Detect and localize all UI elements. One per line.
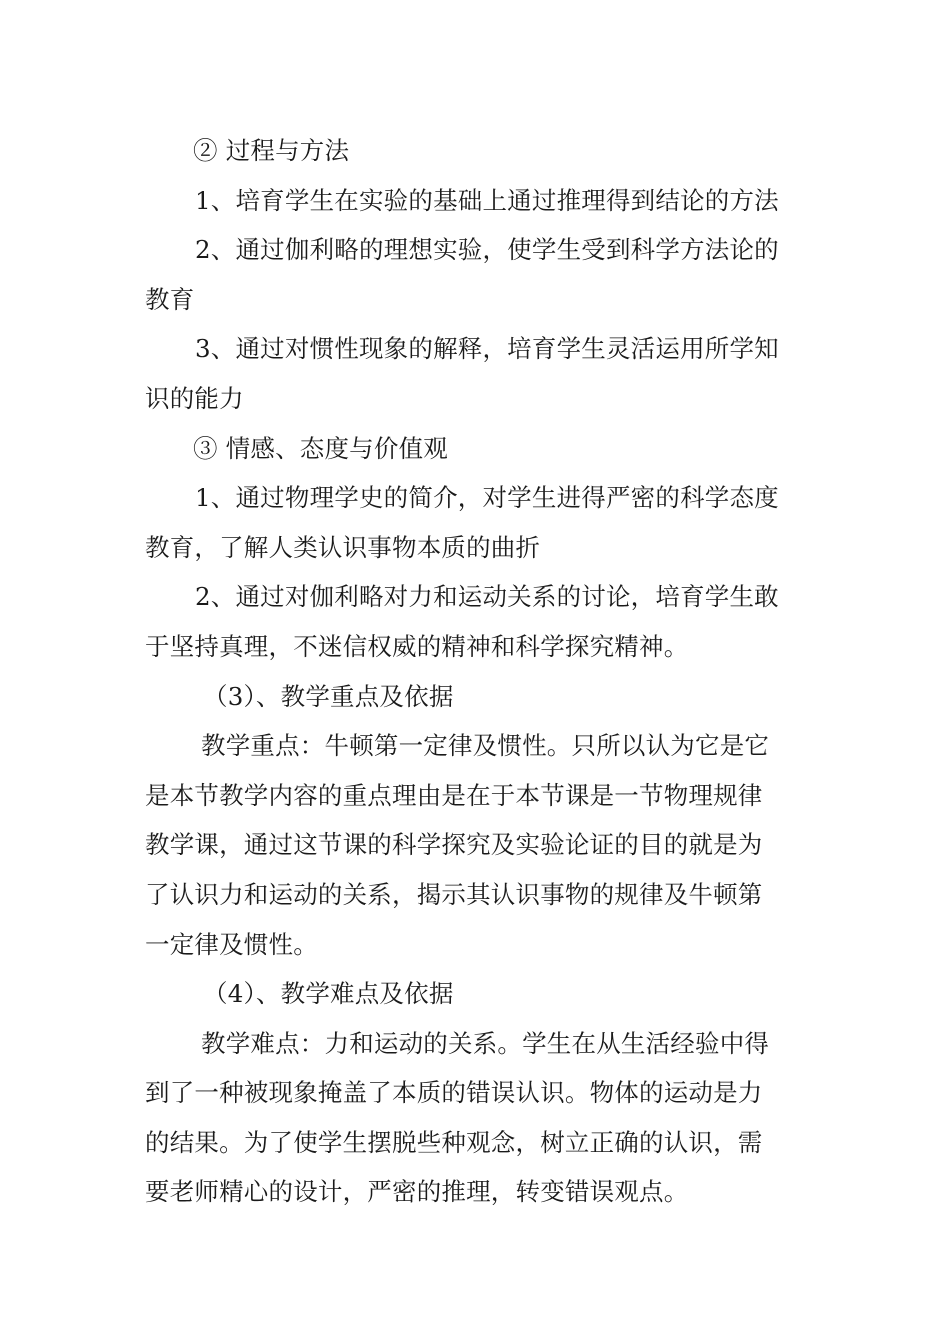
paragraph-line: 教育，了解人类认识事物本质的曲折 bbox=[145, 532, 541, 562]
paragraph-line: 是本节教学内容的重点理由是在于本节课是一节物理规律 bbox=[145, 780, 763, 810]
paragraph-line: 教学课，通过这节课的科学探究及实验论证的目的就是为 bbox=[145, 830, 763, 860]
paragraph-line: 2、通过对伽利略对力和运动关系的讨论，培育学生敢 bbox=[195, 582, 779, 612]
paragraph-line: 3、通过对惯性现象的解释，培育学生灵活运用所学知 bbox=[195, 334, 779, 364]
paragraph-line: 要老师精心的设计，严密的推理，转变错误观点。 bbox=[145, 1177, 689, 1207]
paragraph-line: 了认识力和运动的关系，揭示其认识事物的规律及牛顿第 bbox=[145, 879, 763, 909]
paragraph-line: 识的能力 bbox=[145, 383, 244, 413]
paragraph-line: 于坚持真理，不迷信权威的精神和科学探究精神。 bbox=[145, 631, 689, 661]
paragraph-line: 1、培育学生在实验的基础上通过推理得到结论的方法 bbox=[195, 185, 779, 215]
paragraph-line: 2、通过伽利略的理想实验，使学生受到科学方法论的 bbox=[195, 235, 779, 265]
document-body bbox=[145, 126, 813, 1217]
paragraph-line: 一定律及惯性。 bbox=[145, 929, 318, 959]
section-heading-teaching-difficulty: （4）、教学难点及依据 bbox=[203, 979, 454, 1009]
paragraph-line: 1、通过物理学史的简介，对学生进得严密的科学态度 bbox=[195, 483, 779, 513]
paragraph-line: 的结果。为了使学生摆脱些种观念，树立正确的认识，需 bbox=[145, 1127, 763, 1157]
section-heading-emotion-attitude-values: ③ 情感、态度与价值观 bbox=[193, 433, 448, 463]
paragraph-line: 教学难点：力和运动的关系。学生在从生活经验中得 bbox=[201, 1028, 770, 1058]
section-heading-teaching-focus: （3）、教学重点及依据 bbox=[203, 681, 454, 711]
section-heading-process-methods: ② 过程与方法 bbox=[193, 136, 350, 165]
paragraph-line: 教育 bbox=[145, 284, 195, 314]
paragraph-line: 到了一种被现象掩盖了本质的错误认识。物体的运动是力 bbox=[145, 1078, 763, 1108]
paragraph-line: 教学重点：牛顿第一定律及惯性。只所以认为它是它 bbox=[201, 731, 770, 761]
